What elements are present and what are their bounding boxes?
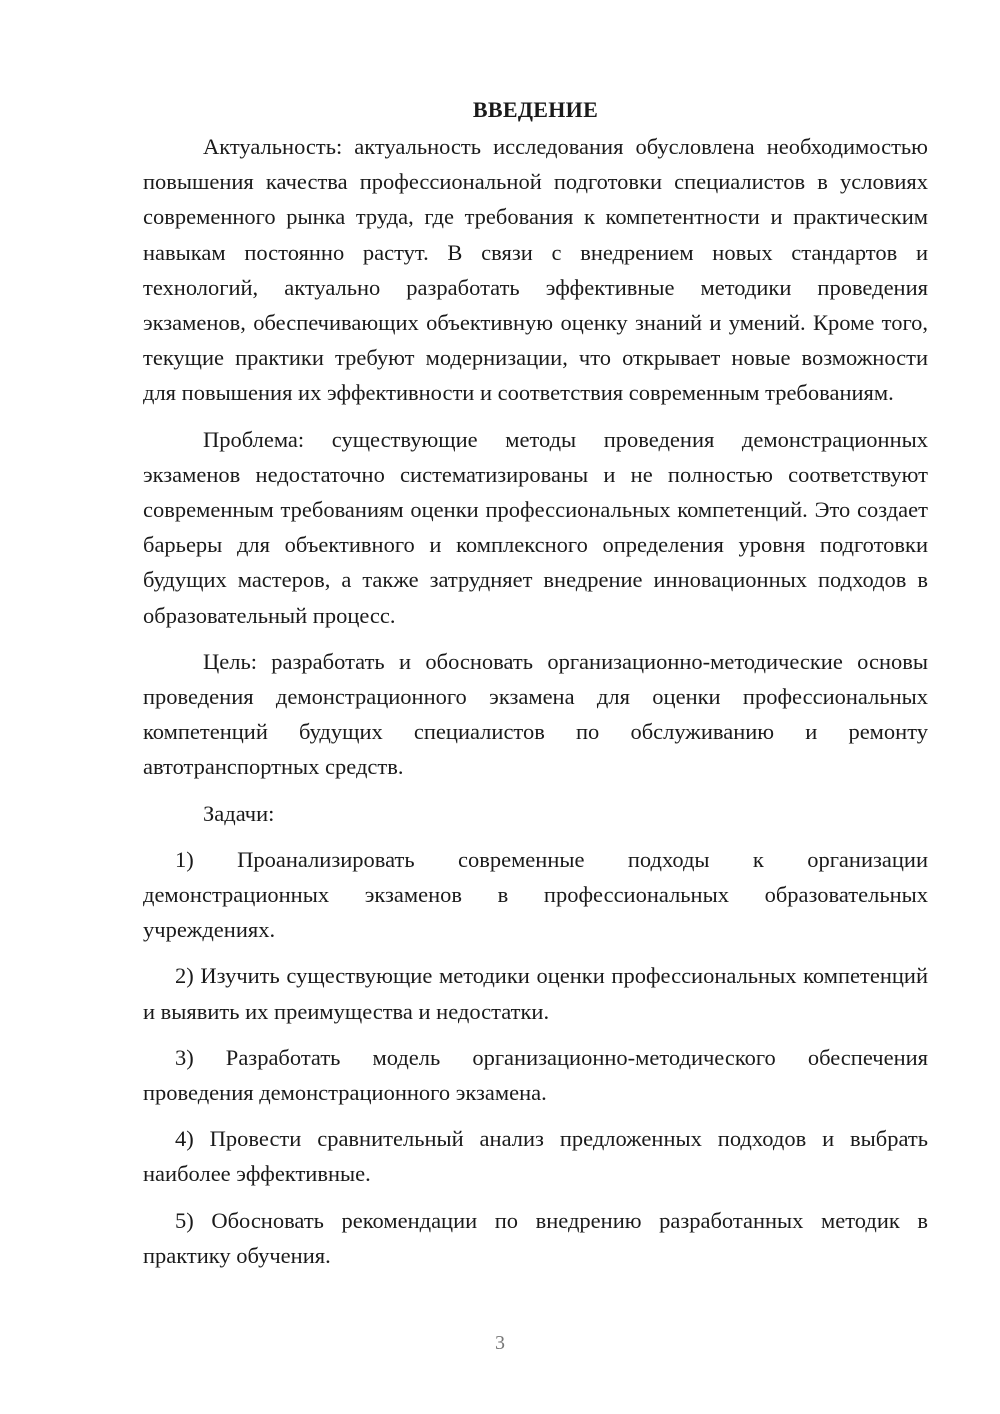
goal-paragraph: Цель: разработать и обосновать организационно-методические основы проведения демонстрационного экзамена для оценки профессиональных компетенций будущих специалистов по обслуживанию и ремонту автотранспортных средств. bbox=[143, 648, 928, 780]
task-item: 5) Обосновать рекомендации по внедрению разработанных методик в практику обучения. bbox=[143, 1207, 928, 1268]
task-item: 2) Изучить существующие методики оценки профессиональных компетенций и выявить их преимущества и недостатки. bbox=[143, 963, 928, 1024]
section-title: ВВЕДЕНИЕ bbox=[472, 97, 599, 122]
task-item: 3) Разработать модель организационно-методического обеспечения проведения демонстрационного экзамена. bbox=[143, 1044, 928, 1106]
relevance-paragraph: Актуальность: актуальность исследования обусловлена необходимостью повышения качества профессиональной подготовки специалистов в условиях современного рынка труда, где требования к компетентности и практическим навыкам постоянно растут. В связи с внедрением новых стандартов и технологий, актуально разработать эффективные методики проведения экзаменов, обеспечивающих объективную оценку знаний и умений. Кроме того, текущие практики требуют модернизации, что открывает новые возможности для повышения их эффективности и соответствия современным требованиям. bbox=[143, 134, 928, 406]
problem-paragraph: Проблема: существующие методы проведения демонстрационных экзаменов недостаточно систематизированы и не полностью соответствуют современным требованиям оценки профессиональных компетенций. Это создает барьеры для объективного и комплексного определения уровня подготовки будущих мастеров, а также затрудняет внедрение инновационных подходов в образовательный процесс. bbox=[143, 426, 928, 628]
task-item: 1) Проанализировать современные подходы к организации демонстрационных экзаменов в профессиональных образовательных учреждениях. bbox=[143, 846, 928, 943]
tasks-heading: Задачи: bbox=[203, 800, 275, 826]
document-page bbox=[143, 92, 928, 1273]
page-number: 3 bbox=[495, 1332, 505, 1354]
task-item: 4) Провести сравнительный анализ предложенных подходов и выбрать наиболее эффективные. bbox=[143, 1126, 928, 1187]
